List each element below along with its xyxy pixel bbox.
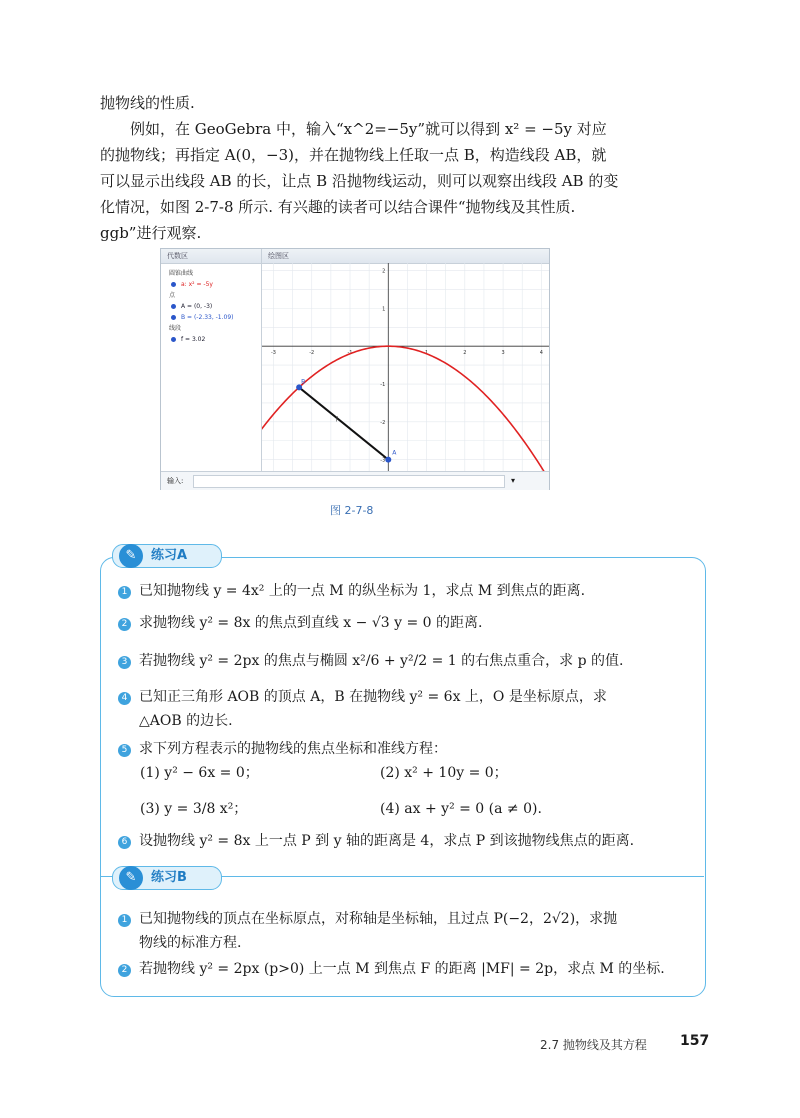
exB-q1-cont <box>118 932 698 954</box>
pencil-icon: ✎ <box>119 866 143 890</box>
x-tick-label: -2 <box>309 350 315 357</box>
x-tick-label: 1 <box>424 350 429 357</box>
exercise-A-title: 练习A <box>151 548 188 563</box>
intro-text <box>100 90 620 246</box>
label-A: A <box>392 449 397 457</box>
exB-q2 <box>118 958 698 980</box>
y-tick-label: -1 <box>380 382 386 389</box>
y-tick-label: -3 <box>380 457 386 464</box>
alg-pointA-text: A = (0, -3) <box>181 303 213 310</box>
exercise-A-tab <box>112 544 222 568</box>
number-badge: 2 <box>118 618 131 631</box>
alg-head-seg: 线段 <box>169 325 182 332</box>
alg-head-point: 点 <box>169 292 176 299</box>
y-tick-label: -2 <box>380 419 386 426</box>
alg-curve-text: a: x² = -5y <box>181 281 213 288</box>
exB-q1 <box>118 908 698 930</box>
segment-dot-icon <box>171 337 176 342</box>
figure-caption: 图 2-7-8 <box>330 504 374 517</box>
exA-q1 <box>118 580 698 602</box>
curve-dot-icon <box>171 282 176 287</box>
number-badge: 6 <box>118 836 131 849</box>
number-badge: 5 <box>118 744 131 757</box>
input-field[interactable] <box>193 475 505 488</box>
exA-q3 <box>118 650 698 672</box>
exA-q6 <box>118 830 698 852</box>
exA-q3-text: 若抛物线 y² = 2px 的焦点与椭圆 x²/6 + y²/2 = 1 的右焦点重合，求 p 的值. <box>139 653 624 669</box>
exA-q4-text-b: △AOB 的边长. <box>139 713 233 729</box>
graphics-view-title: 绘图区 <box>262 249 549 264</box>
exA-q5-text: 求下列方程表示的抛物线的焦点坐标和准线方程： <box>139 741 447 757</box>
input-label: 输入: <box>167 477 184 485</box>
x-tick-label: 3 <box>501 350 505 357</box>
point-A[interactable] <box>385 457 391 463</box>
x-tick-label: -1 <box>347 350 353 357</box>
segment-AB[interactable] <box>299 387 388 459</box>
alg-pointB-text: B = (-2.33, -1.09) <box>181 314 234 321</box>
y-tick-label: 2 <box>382 268 386 275</box>
number-badge: 4 <box>118 692 131 705</box>
point-dot-icon <box>171 304 176 309</box>
x-tick-label: 4 <box>539 350 543 357</box>
grid-lines <box>262 263 549 471</box>
number-badge: 2 <box>118 964 131 977</box>
exA-q5 <box>118 738 698 760</box>
label-f: f <box>335 416 338 424</box>
alg-seg[interactable] <box>161 334 261 345</box>
exB-q2-text: 若抛物线 y² = 2px (p>0) 上一点 M 到焦点 F 的距离 |MF| = 2p，求点 M 的坐标. <box>139 961 665 977</box>
exA-q5-2: (2) x² + 10y = 0； <box>380 765 508 781</box>
alg-pointB[interactable] <box>161 312 261 323</box>
intro-line0: 抛物线的性质. <box>100 94 195 112</box>
footer-section: 2.7 抛物线及其方程 <box>540 1038 647 1052</box>
exA-q6-text: 设抛物线 y² = 8x 上一点 P 到 y 轴的距离是 4，求点 P 到该抛物线焦点的距离. <box>139 833 635 849</box>
x-tick-label: -3 <box>270 350 276 357</box>
number-badge: 1 <box>118 586 131 599</box>
exercise-B-tab <box>112 866 222 890</box>
alg-seg-text: f = 3.02 <box>181 336 206 343</box>
exA-q4 <box>118 686 698 708</box>
graphics-canvas[interactable] <box>262 263 549 471</box>
algebra-view-title: 代数区 <box>161 249 261 264</box>
number-badge: 3 <box>118 656 131 669</box>
exA-q5-4: (4) ax + y² = 0 (a ≠ 0). <box>380 801 542 817</box>
page-number: 157 <box>680 1033 710 1049</box>
x-tick-label: 2 <box>463 350 467 357</box>
alg-pointA[interactable] <box>161 301 261 312</box>
axes <box>262 263 549 471</box>
pencil-icon: ✎ <box>119 544 143 568</box>
exA-q2-text: 求抛物线 y² = 8x 的焦点到直线 x − √3 y = 0 的距离. <box>139 615 483 631</box>
exercise-B-title: 练习B <box>151 870 187 885</box>
input-bar <box>161 471 549 490</box>
exB-q1-text-b: 物线的标准方程. <box>139 935 242 951</box>
exA-q5-1: (1) y² − 6x = 0； <box>140 765 259 781</box>
graphics-view[interactable] <box>262 249 549 471</box>
intro-paragraph: 例如，在 GeoGebra 中，输入“x^2=−5y”就可以得到 x² = −5y 对应的抛物线；再指定 A(0，−3)，并在抛物线上任取一点 B，构造线段 AB，就可以显示出线段 AB 的长，让点 B 沿抛物线运动，则可以观察出线段 AB 的变化情况，如图 2-7-8 所示. 有兴趣的读者可以结合课件“抛物线及其性质. ggb”进行观察. <box>100 120 619 242</box>
input-dropdown-icon[interactable]: ▾ <box>511 476 516 485</box>
exA-q2 <box>118 612 698 634</box>
exA-q4-text-a: 已知正三角形 AOB 的顶点 A，B 在抛物线 y² = 6x 上，O 是坐标原点，求 <box>139 689 607 705</box>
alg-curve[interactable] <box>161 279 261 290</box>
point-dot-icon <box>171 315 176 320</box>
geogebra-window <box>160 248 550 490</box>
number-badge: 1 <box>118 914 131 927</box>
algebra-view <box>161 249 262 471</box>
exA-q1-text: 已知抛物线 y = 4x² 上的一点 M 的纵坐标为 1，求点 M 到焦点的距离. <box>139 583 586 599</box>
exB-q1-text-a: 已知抛物线的顶点在坐标原点，对称轴是坐标轴，且过点 P(−2，2√2)，求抛 <box>139 911 618 927</box>
label-B: B <box>301 378 306 386</box>
y-tick-label: 1 <box>382 306 386 313</box>
exA-q5-3: (3) y = 3/8 x²； <box>140 801 248 817</box>
alg-head-curve: 圆锥曲线 <box>169 270 194 277</box>
exA-q4-cont <box>118 710 698 732</box>
